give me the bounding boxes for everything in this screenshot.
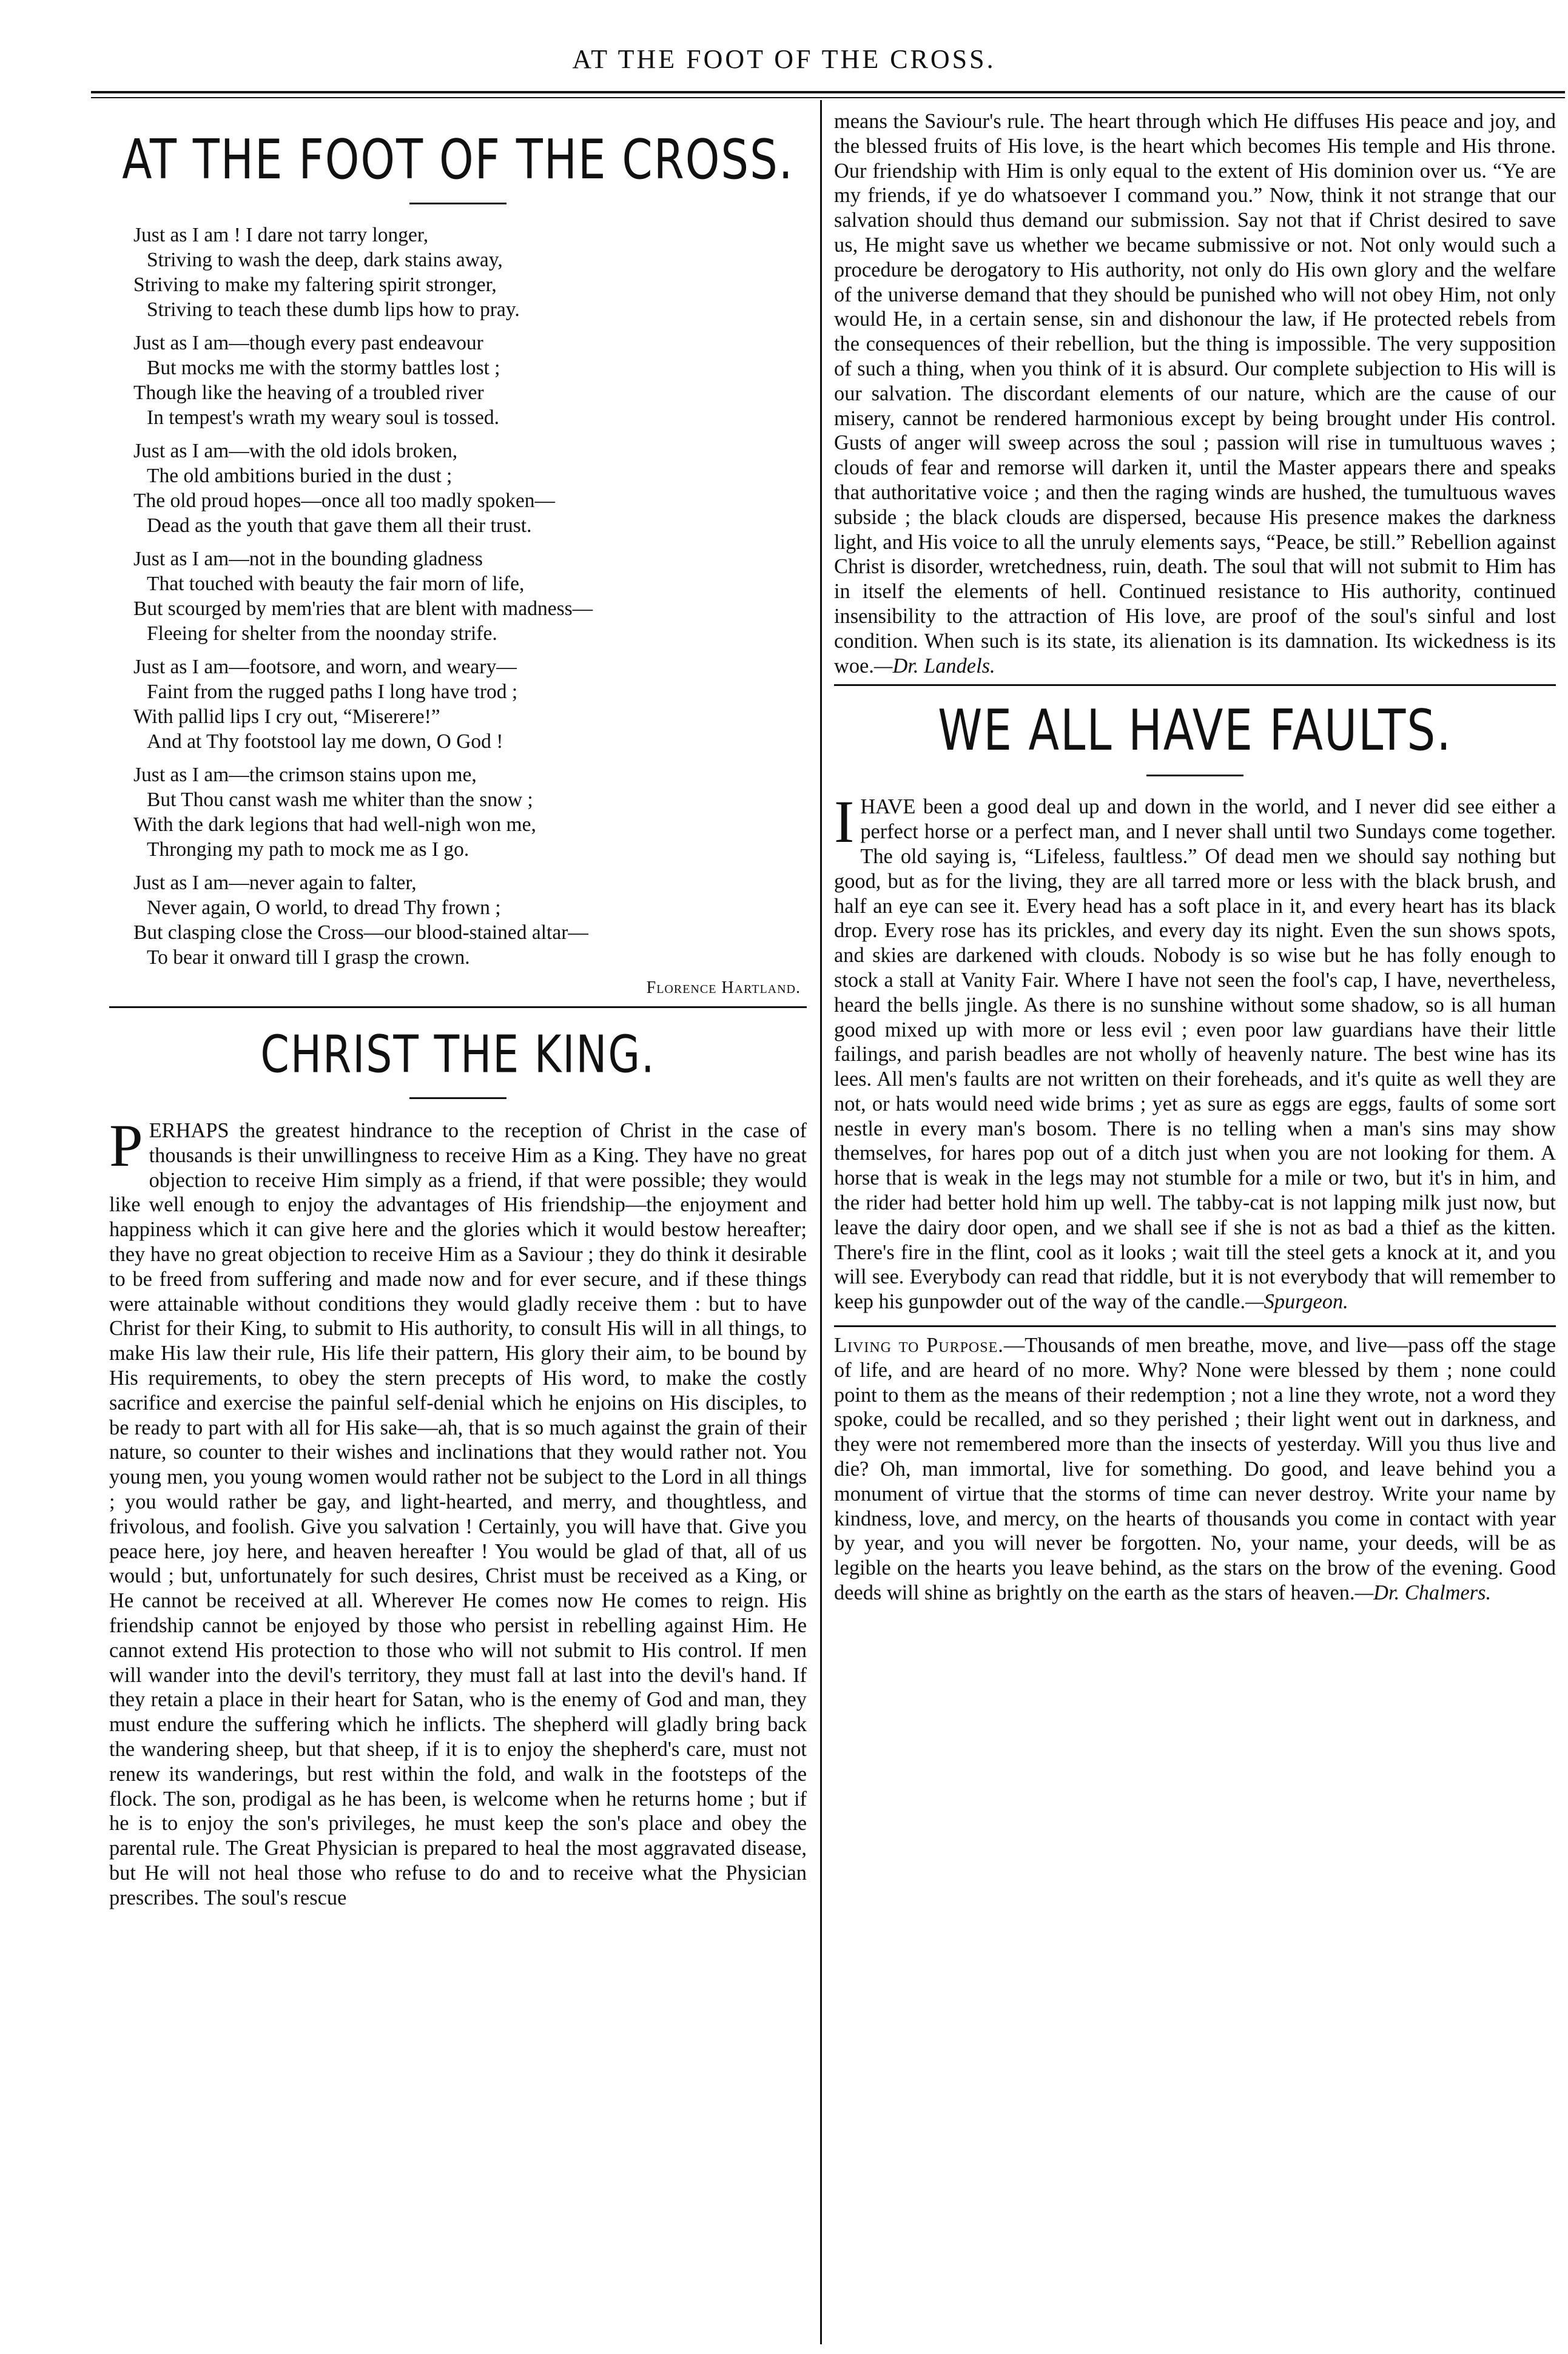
poem-line: Just as I am—the crimson stains upon me, (133, 764, 477, 786)
poem-line: Striving to wash the deep, dark stains away, (147, 249, 503, 271)
living-to-purpose-heading: Living to Purpose. (834, 1334, 1004, 1357)
poem-line: Just as I am—never again to falter, (133, 872, 417, 894)
left-column (109, 109, 807, 1911)
christ-the-king-continued-text: means the Saviour's rule. The heart through which He diffuses His peace and joy, and the blessed fruits of His love, is the heart which becomes His temple and His throne. Our friendship with Him is only equal to the extent of His dominion over us. “Ye are my friends, if ye do whatsoever I command you.” Now, think it not strange that our salvation should thus demand our submission. Say not that if Christ desired to save us, He might save us whether we became submissive or not. Not only would such a procedure be derogatory to His authority, not only do His own glory and the welfare of the universe demand that they should be punished who will not obey Him, not only would He, in a certain sense, sin and dishonour the law, if He protected rebels from the consequences of their rebellion, but the thing is impossible. The very supposition of such a thing, when you think of it is absurd. Our complete subjection to His will is our salvation. The discordant elements of our nature, which are the cause of our misery, cannot be rendered harmonious except by being brought under His control. Gusts of anger will sweep across the soul ; passion will rise in tumultuous waves ; clouds of fear and remorse will darken it, until the Master appears there and speaks that authoritative voice ; and then the raging winds are hushed, the tumultuous waves subside ; the black clouds are dispersed, because His presence makes the darkness light, and His voice to all the unruly elements says, “Peace, be still.” Rebellion against Christ is disorder, wretchedness, ruin, death. The soul that will not submit to Him has in itself the elements of hell. Continued resistance to His authority, continued insensibility to the attraction of His love, are proof of the soul's sinful and lost condition. When such is its state, its alienation is its damnation. Its wickedness is its woe. (834, 110, 1556, 678)
poem-stanza (133, 331, 807, 430)
right-column (834, 109, 1556, 1606)
poem-line: Just as I am—though every past endeavour (133, 332, 483, 354)
poem-body (109, 223, 807, 970)
article-title-we-all-have-faults: WE ALL HAVE FAULTS. (938, 698, 1452, 764)
poem-stanza (133, 546, 807, 646)
poem-line: Just as I am—with the old idols broken, (133, 440, 458, 462)
section-rule (834, 1325, 1556, 1327)
header-rule-thick (91, 91, 1565, 93)
living-to-purpose-attribution: —Dr. Chalmers. (1354, 1581, 1492, 1605)
poem-author: Florence Hartland. (646, 978, 801, 997)
poem-stanza (133, 223, 807, 322)
poem-line: Just as I am ! I dare not tarry longer, (133, 224, 429, 246)
poem-line: Though like the heaving of a troubled river (133, 382, 484, 404)
poem-line: Striving to teach these dumb lips how to pray. (147, 298, 520, 321)
article-title-rule (1146, 775, 1243, 776)
christ-the-king-attribution: —Dr. Landels. (873, 654, 995, 678)
dropcap: I (834, 788, 855, 856)
poem-stanza (133, 654, 807, 754)
poem-line: Thronging my path to mock me as I go. (147, 838, 469, 861)
poem-line: But Thou canst wash me whiter than the snow ; (147, 789, 533, 811)
dropcap: P (109, 1112, 143, 1179)
poem-line: To bear it onward till I grasp the crown. (147, 946, 470, 969)
poem-line: But mocks me with the stormy battles lost ; (147, 357, 500, 379)
poem-line: The old ambitions buried in the dust ; (147, 465, 453, 487)
christ-the-king-body (109, 1112, 807, 1911)
living-to-purpose-text: —Thousands of men breathe, move, and live—pass off the stage of life, and are heard of no more. Why? None were blessed by them ; none could point to them as the means of their redemption ; not a line they wrote, not a word they spoke, could be recalled, and so they perished ; their light went out in darkness, and they were not remembered more than the insects of yesterday. Will you thus live and die? Oh, man immortal, live for something. Do good, and leave behind you a monument of virtue that the storms of time can never destroy. Write your name by kindness, love, and mercy, on the hearts of thousands you come in contact with year by year, and you will never be forgotten. No, your name, your deeds, will be as legible on the hearts you leave behind, as the stars on the brow of the evening. Good deeds will shine as brightly on the earth as the stars of heaven. (834, 1334, 1556, 1605)
living-to-purpose-body (834, 1333, 1556, 1606)
poem-line: In tempest's wrath my weary soul is tossed. (147, 406, 500, 429)
poem-line: And at Thy footstool lay me down, O God ! (147, 730, 503, 753)
running-head: AT THE FOOT OF THE CROSS. (572, 44, 996, 74)
poem-stanza (133, 762, 807, 862)
christ-the-king-continued (834, 109, 1556, 678)
section-rule (109, 1006, 807, 1008)
poem-line: Dead as the youth that gave them all their trust. (147, 514, 532, 537)
poem-stanza (133, 870, 807, 970)
section-rule (834, 684, 1556, 686)
we-all-have-faults-body (834, 788, 1556, 1314)
poem-line: Striving to make my faltering spirit stronger, (133, 274, 497, 296)
poem-stanza (133, 439, 807, 538)
poem-line: That touched with beauty the fair morn of life, (147, 573, 525, 595)
we-all-have-faults-text: HAVE been a good deal up and down in the world, and I never did see either a perfect horse or a perfect man, and I never shall until two Sundays come together. The old saying is, “Lifeless, faultless.” Of dead men we should say nothing but good, but as for the living, they are all tarred more or less with the black brush, and half an eye can see it. Every head has a soft place in it, and every heart has its black drop. Every rose has its prickles, and every day its night. Even the sun shows spots, and skies are darkened with clouds. Nobody is so wise but he has folly enough to stock a stall at Vanity Fair. Where I have not seen the fool's cap, I have, nevertheless, heard the bells jingle. As there is no sunshine without some shadow, so is all human good mixed up with more or less evil ; even poor law guardians have their little failings, and parish beadles are not wholly of heavenly nature. The best wine has its lees. All men's faults are not written on their foreheads, and it's quite as well they are not, or hats would need wide brims ; yet as sure as eggs are eggs, faults of some sort nestle in every man's bosom. There is no telling when a man's sins may show themselves, for hares pop out of a ditch just when you are not looking for them. A horse that is weak in the legs may not stumble for a mile or two, but it's in him, and the rider had better hold him up well. The tabby-cat is not lapping milk just now, but leave the dairy door open, and we shall see if she is not as bad a thief as the kitten. There's fire in the flint, cool as it looks ; wait till the steel gets a knock at it, and you will see. Everybody can read that riddle, but it is not everybody that will remember to keep his gunpowder out of the way of the candle. (834, 795, 1556, 1314)
poem-line: Faint from the rugged paths I long have trod ; (147, 681, 518, 703)
poem-line: Just as I am—not in the bounding gladness (133, 548, 483, 570)
column-divider (820, 100, 822, 2344)
article-title-christ-the-king: CHRIST THE KING. (260, 1025, 656, 1085)
header-rule-thin (91, 97, 1565, 98)
poem-line: The old proud hopes—once all too madly spoken— (133, 489, 555, 512)
poem-line: With pallid lips I cry out, “Miserere!” (133, 705, 440, 728)
poem-line: With the dark legions that had well-nigh won me, (133, 813, 536, 836)
poem-title: AT THE FOOT OF THE CROSS. (122, 127, 794, 191)
poem-title-rule (409, 203, 506, 204)
poem-line: Fleeing for shelter from the noonday strife. (147, 622, 497, 645)
poem-line: But clasping close the Cross—our blood-stained altar— (133, 921, 588, 944)
christ-the-king-text: ERHAPS the greatest hindrance to the reception of Christ in the case of thousands is their unwillingness to receive Him as a King. They have no great objection to receive Him simply as a friend, if that were possible; they would like well enough to enjoy the advantages of His friendship—the enjoyment and happiness which it can give here and the glories which it would bestow hereafter; they have no great objection to receive Him as a Saviour ; they do think it desirable to be freed from suffering and made now and for ever secure, and if these things were attainable without conditions they would gladly receive them : but to have Christ for their King, to submit to His authority, to consult His will in all things, to make His law their rule, His life their pattern, His glory their aim, to be bound by His requirements, to obey the stern precepts of His word, to make the costly sacrifice and exercise the painful self-denial which he enjoins on His disciples, to be ready to part with all for His sake—ah, that is so much against the grain of their nature, so counter to their wishes and inclinations that they would rather not. You young men, you young women would rather not be subject to the Lord in all things ; you would rather be gay, and light-hearted, and merry, and thoughtless, and frivolous, and foolish. Give you salvation ! Certainly, you will have that. Give you peace here, joy here, and heaven hereafter ! You would be glad of that, all of us would ; but, unfortunately for such desires, Christ must be received as a King, or He cannot be received at all. Wherever He comes now He comes to reign. His friendship cannot be enjoyed by those who persist in rebelling against Him. He cannot extend His protection to those who will not submit to His control. If men will wander into the devil's territory, they must fall at last into the devil's hand. If they retain a place in their heart for Satan, who is the enemy of God and man, they must endure the suffering which he inflicts. The shepherd will gladly bring back the wandering sheep, but that sheep, if it is to enjoy the shepherd's care, must not renew its wanderings, but rest within the fold, and walk in the footsteps of the flock. The son, prodigal as he has been, is welcome when he returns home ; but if he is to enjoy the son's privileges, he must keep the son's place and obey the parental rule. The Great Physician is prepared to heal the most aggravated disease, but He will not heal those who refuse to do and to receive what the Physician prescribes. The soul's rescue (109, 1119, 807, 1909)
we-all-have-faults-attribution: —Spurgeon. (1245, 1290, 1348, 1314)
article-title-rule (409, 1097, 506, 1099)
poem-line: But scourged by mem'ries that are blent with madness— (133, 597, 593, 620)
poem-line: Just as I am—footsore, and worn, and weary— (133, 656, 517, 678)
poem-line: Never again, O world, to dread Thy frown ; (147, 896, 501, 919)
